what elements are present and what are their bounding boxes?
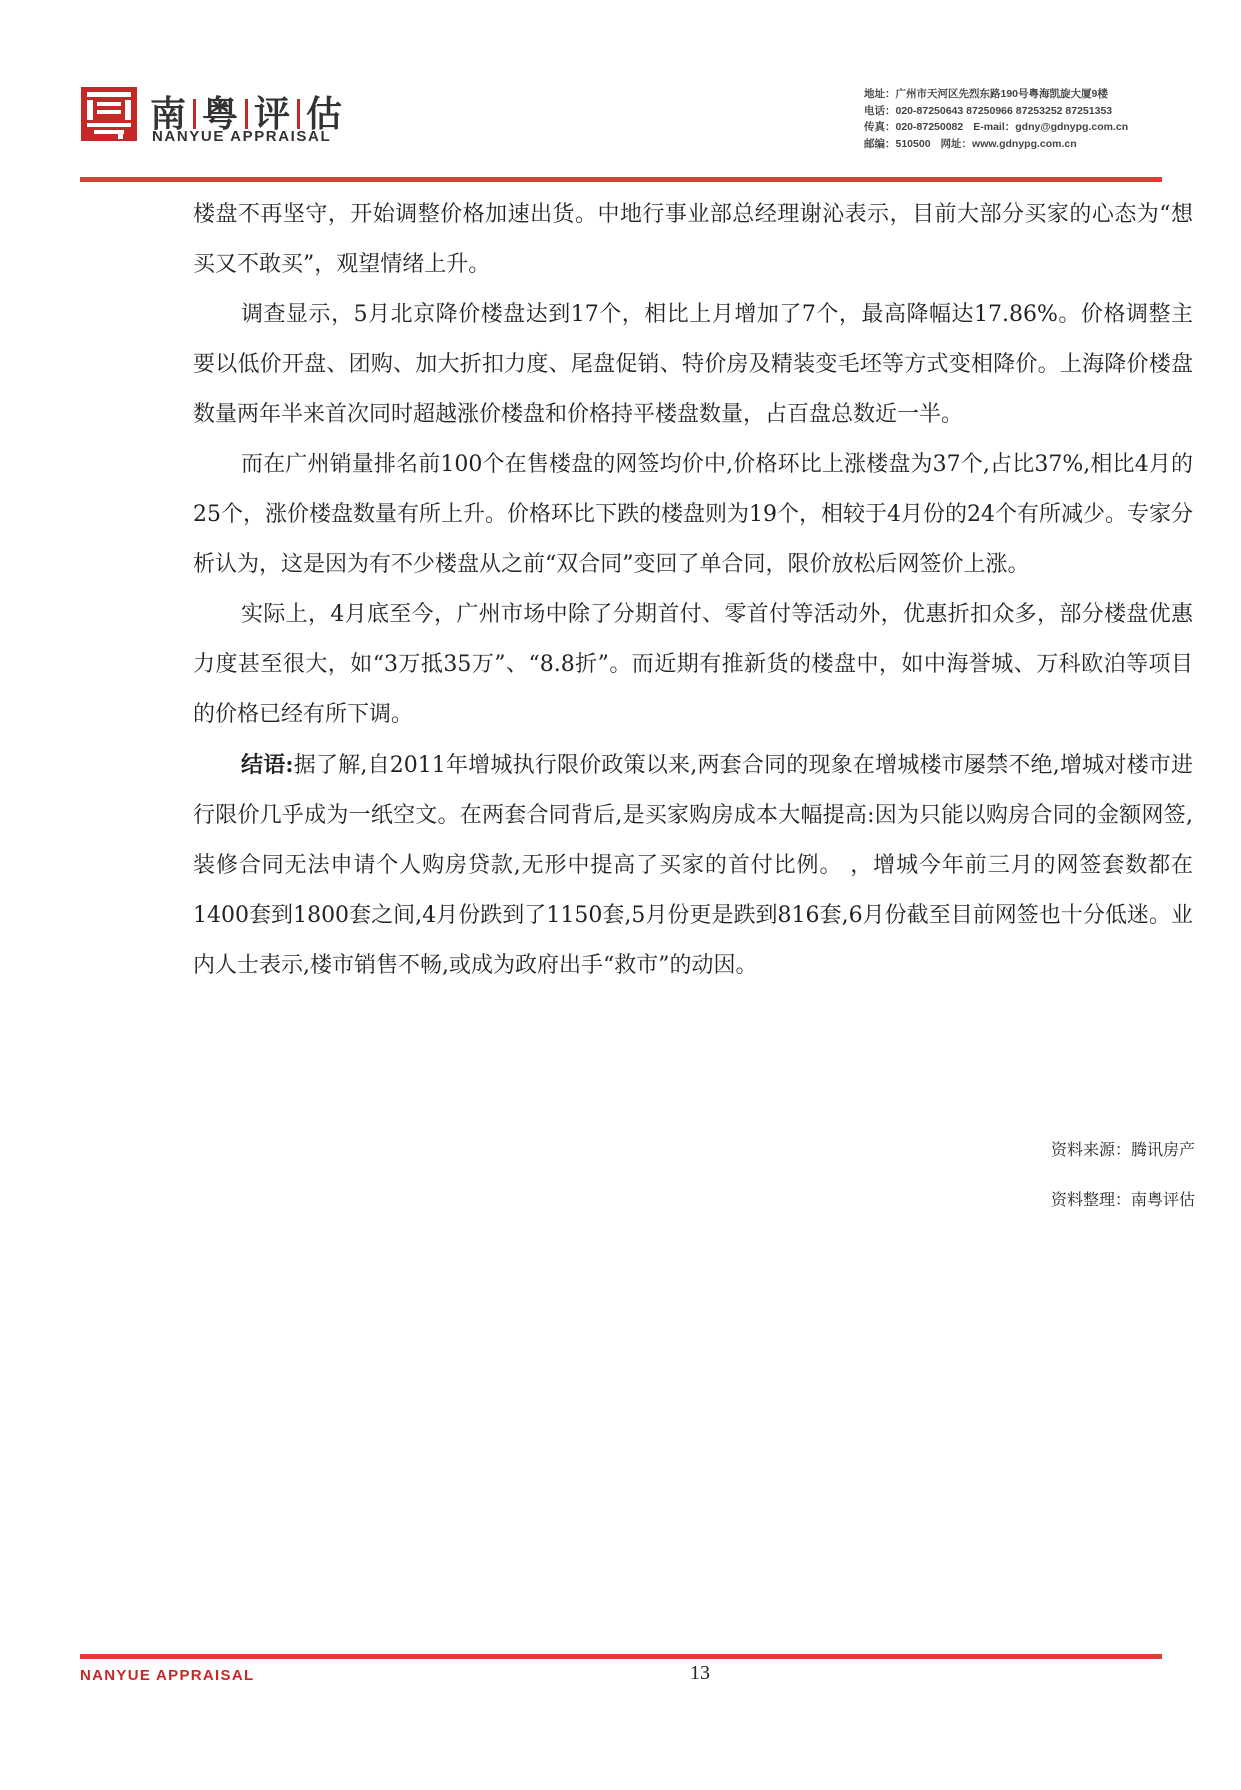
fax: 传真：020-87250082 — [864, 121, 964, 133]
postcode: 邮编：510500 — [864, 137, 931, 150]
conclusion-paragraph — [193, 740, 1193, 991]
paragraph: 调查显示，5月北京降价楼盘达到17个，相比上月增加了7个，最高降幅达17.86%。价格调整主要以低价开盘、团购、加大折扣力度、尾盘促销、特价房及精装变毛坯等方式变相降价。上海降价楼盘数量两年半来首次同时超越涨价楼盘和价格持平楼盘数量，占百盘总数近一半。 — [193, 302, 1193, 427]
contact-info — [864, 86, 1128, 152]
paragraph: 楼盘不再坚守，开始调整价格加速出货。中地行事业部总经理谢沁表示，目前大部分买家的心态为“想买又不敢买”，观望情绪上升。 — [193, 202, 1193, 277]
phone: 电话：020-87250643 87250966 87253252 87251353 — [864, 104, 1113, 117]
footer-divider — [80, 1654, 1162, 1659]
page-header — [0, 0, 1241, 182]
paragraph: 实际上，4月底至今，广州市场中除了分期首付、零首付等活动外，优惠折扣众多，部分楼盘优惠力度甚至很大，如“3万抵35万”、“8.8折”。而近期有推新货的楼盘中，如中海誉城、万科欧泊等项目的价格已经有所下调。 — [193, 602, 1193, 727]
article-body — [193, 190, 1193, 991]
website: 网址：www.gdnypg.com.cn — [940, 137, 1077, 150]
logo-english-name: NANYUE APPRAISAL — [152, 128, 332, 145]
conclusion-text: 据了解,自2011年增城执行限价政策以来,两套合同的现象在增城楼市屡禁不绝,增城对楼市进行限价几乎成为一纸空文。在两套合同背后,是买家购房成本大幅提高:因为只能以购房合同的金额网签,装修合同无法申请个人购房贷款,无形中提高了买家的首付比例。 ，增城今年前三月的网签套数都在1400套到1800套之间,4月份跌到了1150套,5月份更是跌到816套,6月份截至目前网签也十分低迷。业内人士表示,楼市销售不畅,或成为政府出手“救市”的动因。 — [193, 753, 1193, 978]
footer-brand: NANYUE APPRAISAL — [80, 1667, 255, 1684]
conclusion-label: 结语: — [241, 752, 294, 778]
nanyue-logo-icon — [80, 86, 138, 142]
header-divider — [80, 177, 1162, 182]
email: E-mail：gdny@gdnypg.com.cn — [973, 121, 1129, 133]
source-credit: 资料来源：腾讯房产 — [1050, 1140, 1195, 1159]
compiled-credit: 资料整理：南粤评估 — [1050, 1190, 1195, 1209]
logo-chinese-name: 南 粤 评 估 — [150, 94, 344, 135]
page-number: 13 — [690, 1662, 710, 1684]
paragraph: 而在广州销量排名前100个在售楼盘的网签均价中,价格环比上涨楼盘为37个,占比37%,相比4月的25个，涨价楼盘数量有所上升。价格环比下跌的楼盘则为19个，相较于4月份的24个有所减少。专家分析认为，这是因为有不少楼盘从之前“双合同”变回了单合同，限价放松后网签价上涨。 — [193, 452, 1193, 577]
address: 地址：广州市天河区先烈东路190号粤海凯旋大厦9楼 — [864, 88, 1108, 100]
